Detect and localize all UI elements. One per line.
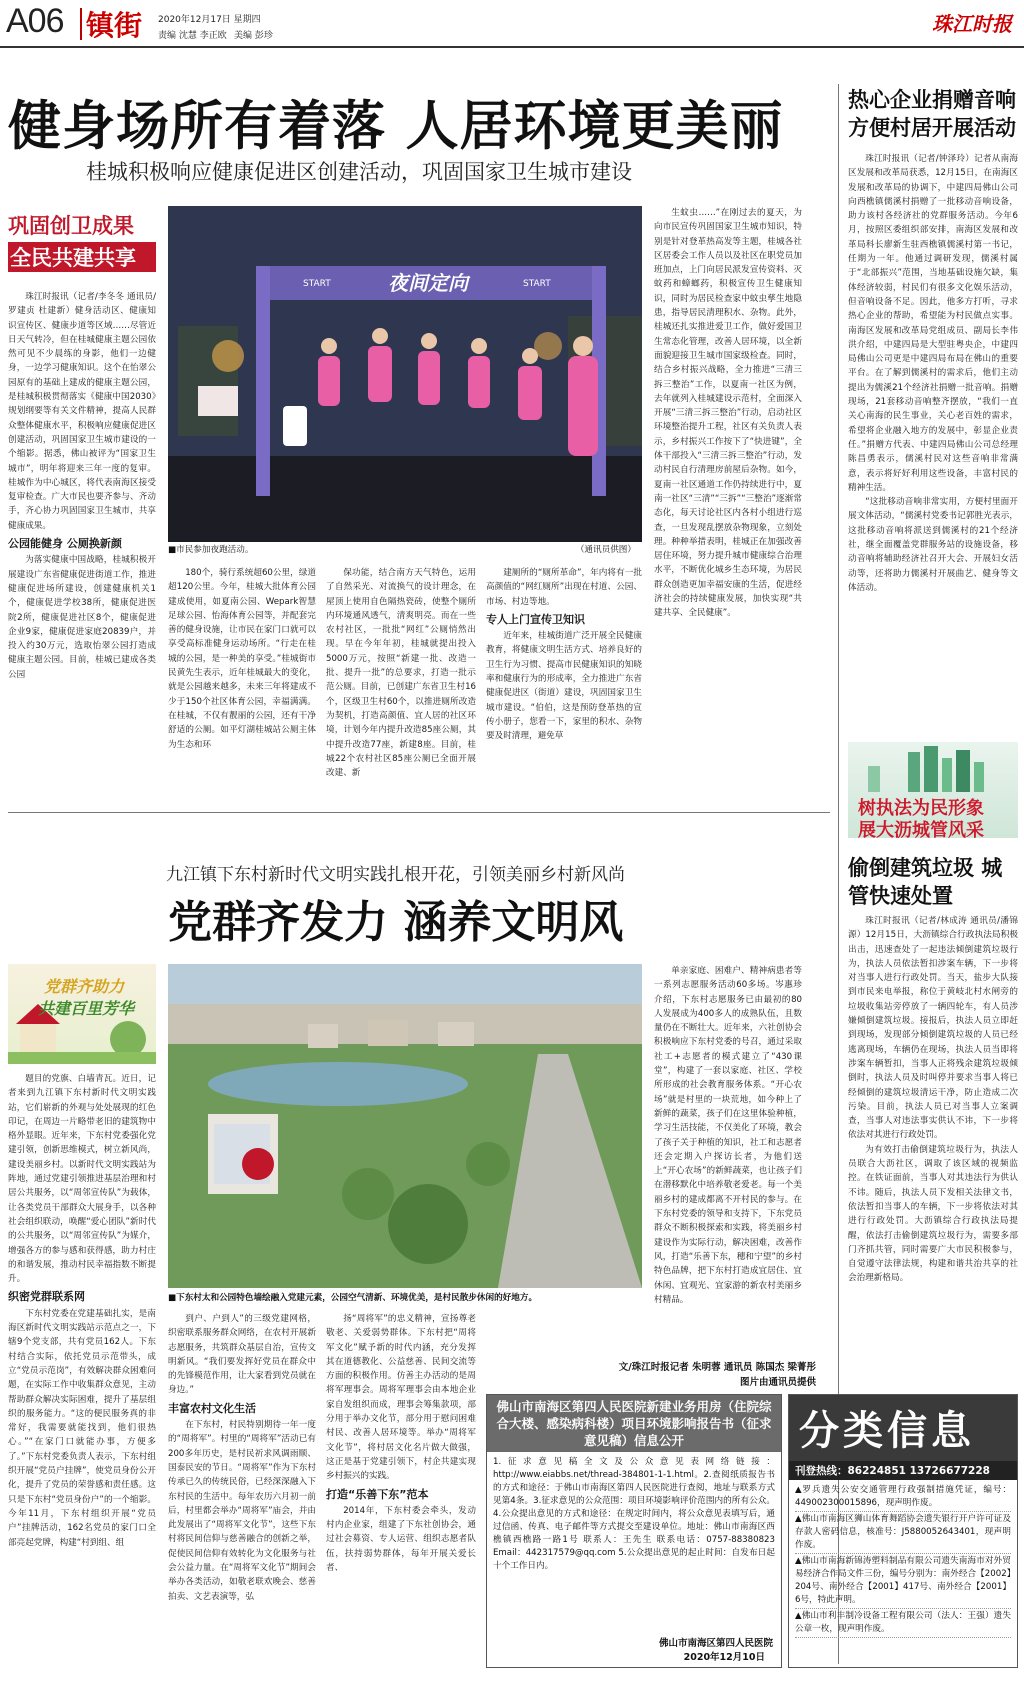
story1-side-tag	[8, 210, 156, 272]
story2-col4a	[654, 964, 802, 1342]
story2-col2-text: 到户、户到人”的三级党建网格，织密联系服务群众网络，在农村开展新志愿服务，共筑群众基层自治，宣传文明新风。“我们要发挥好党员在群众中的先锋模范作用，让大家看到党员就在身边。”	[168, 1314, 316, 1396]
story2-col2b-text: 在下东村，村民特别期待一年一度的“周将军”。村里的“周将军”活动已有200多年历史，是村民祈求风调雨顺、国泰民安的节日。“周将军”作为下东村传承已久的传统民俗，已经深深融入下东村民的生活中。每年农历六月初一前后，村里都会举办“周将军”庙会，并由此发展出了“周将军文化节”，这些下东村将民间信仰与慈善融合的创新之举，促使民间信仰有效转化为文化服务与社会公益力量。在“周将军文化节”期间会举办各类活动，如敬老联欢晚会、慈善拍卖、文艺表演等，弘	[168, 1420, 316, 1602]
story2-col3-subhead: 打造“乐善下东”范本	[326, 1487, 429, 1501]
story2-col3b-text: 2014年，下东村委会牵头，发动村内企业家，组建了下东社创协会，通过社会募资、专人运营、组织志愿者队伍，扶持弱势群体，每年开展关爱长者、	[326, 1505, 476, 1574]
story1-col4-text: 建厕所的“厕所革命”，年内将有一批高颜值的“网红厕所”出现在村道、公园、市场、村边等地。	[486, 568, 642, 607]
notice-date: 2020年12月10日	[683, 1652, 765, 1663]
story1-headline: 健身场所有着落 人居环境更美丽	[8, 96, 784, 157]
story1-col1-subhead: 公园能健身 公厕换新颜	[8, 537, 122, 551]
section-name: 镇街	[86, 9, 143, 42]
story2-col3	[326, 1312, 476, 1670]
story1-col4-subhead: 专人上门宣传卫知识	[486, 612, 585, 626]
public-notice	[486, 1394, 782, 1668]
story2-credits	[486, 1360, 816, 1390]
page-number: A06	[6, 2, 64, 40]
story2-col2-subhead: 丰富农村文化生活	[168, 1401, 256, 1415]
story1-col5-text: 生蚊虫……”在刚过去的夏天，为向市民宣传巩固国家卫生城市知识，特别是针对登革热高发等主题，桂城各社区居委会工作人员以及社区在职党员加班加点，上门向居民派发宣传资料、灭蚊药和蟑螂药，积极宣传卫生健康知识，同时为居民检查家中蚊虫孳生地隐患，指导居民清理积水、杂物。此外，桂城还扎实推进爱卫工作，做好爱国卫生常态化管理，改善人居环境，以全新面貌迎接卫生城市国家级检查。同时，结合乡村振兴战略，全力推进“三清三拆三整治”工作，以夏南一社区为例，去年就列入桂城建设示范村，全面深入开展“三清三拆三整治”行动，启动社区环境整治提升工程，社区有关负责人表示，乡村振兴工作按下了“快进键”，全体干部投入“三清三拆三整治”行动，发动村民自行清理房前屋后杂物。如今，夏南一社区通道工作仍持续进行中，夏南一社区“三清”“三拆”“三整治”逐渐常态化，每天讨论社区内各村小组进行巡查，一旦发现乱摆放杂物现象，立刻处理。种种举措表明，桂城正在加强改善居住环境，努力提升城市健康综合治理水平，不断优化城乡生态环境，为居民群众创造更加幸福安康的生活，促进经济社会的持续健康发展，加快实现“共建共享、全民健康”。	[654, 208, 802, 619]
story1-col3	[326, 566, 476, 804]
right-banner	[848, 742, 1018, 838]
right-story2-text2: 为有效打击偷倒建筑垃圾行为，执法人员联合大沥社区，调取了该区域的视频监控。在铁证面前，当事人对其违法行为供认不讳。随后，执法人员下发相关法律文书，依法暂扣当事人的车辆，下一步将依法对其进行行政处罚。大沥镇综合行政执法局提醒，依法打击偷倒建筑垃圾行为，需要多部门齐抓共管，同时需要广大市民积极参与，自觉遵守法律法规，构建和谐共治共享的社会治理新格局。	[848, 1144, 1018, 1284]
story2-photo	[168, 964, 642, 1288]
story2-col3-text: 扬“周将军”的忠义精神，宣扬尊老敬老、关爱弱势群体。下东村把“周将军文化”赋予新的时代内涵，充分发挥其在道德教化、公益慈善、民间交流等方面的积极作用。仿善主办活动的是周将军理事会。周将军理事会由本地企业家自发组织而成，理事会筹集款项，部分用于举办文化节，部分用于慰问困难村民、改善人居环境等。举办“周将军文化节”，将村居文化名片做大做强，这正是基于党建引领下，村企共建实现乡村振兴的实践。	[326, 1314, 476, 1482]
story2-col1	[8, 1072, 156, 1670]
story1-col1b-text: 为落实健康中国战略，桂城积极开展建设广东省健康促进街道工作，推进健康促进场所建设，创建健康机关1个，健康促进学校38所，健康促进医院2所，健康促进社区8个，健康促进企业9家，健康促进家庭20839户，并投入约30万元，选取怡翠公园打造成健康主题公园。目前，桂城已建成各类公园	[8, 555, 156, 680]
story1-photo-credit: （通讯员供图）	[575, 545, 636, 555]
story2-col1b-text: 下东村党委在党建基础扎实，是南海区新时代文明实践站示范点之一，下辖9个党支部，共有党员162人。下东村结合实际，依托党员示范带头，成立“党员示范岗”，有效解决群众困难问题，在实际工作中收集群众意见，主动帮助群众解决实际困难，提升了基层组织的服务能力。“这的便民服务真的非常好，我需要就能找到，他们很热心。”“在家门口就能办事，方便多了。”下东村党委负责人表示，下东村组织开展“党员户挂牌”，使党员身份公开化，提升了党员的荣誉感和责任感。这只是下东村“党员身份户”的一个缩影。今年11月，下东村组织开展“党员户”挂牌活动，162名党员的家门口全部亮起党牌，构建“村到组、组	[8, 1308, 156, 1548]
classified-header	[789, 1395, 1017, 1461]
side-tag-line2: 全民共建共享	[8, 242, 156, 272]
side-tag-line1: 巩固创卫成果	[8, 213, 134, 238]
story1-col5	[654, 206, 802, 804]
banner-line1: 树执法为民形象	[858, 798, 984, 819]
right-story2-text: 珠江时报讯（记者/林成涛 通讯员/潘锦源）12月15日，大沥镇综合行政执法局积极出击，迅速查处了一起违法倾倒建筑垃圾行为，执法人员依法暂扣涉案车辆，下一步将对当事人进行行政处罚。当天，盐步大队接到市民来电举报，称位于黄岐北村水闸旁的垃圾收集站旁停放了一辆四轮车，有人员涉嫌倾倒建筑垃圾。接报后，执法人员立即赶到现场，发现部分倾倒建筑垃圾的人员已经逃离现场，车辆仍在现场，执法人员当即将涉案车辆暂扣，当事人正将残余建筑垃圾倾倒时，执法人员及时叫停并要求当事人将已经倾倒的建筑垃圾清运干净，防止造成二次污染。目前，执法人员已对当事人立案调查，当事人对违法事实供认不讳，下一步将依法对其进行行政处罚。	[848, 916, 1018, 1141]
classified-item: ▲罗兵遗失公安交通管理行政强制措施凭证，编号：449002300015896，现声明作废。	[795, 1483, 1011, 1512]
story1-photo-caption	[168, 544, 642, 556]
classified-hotline: 刊登热线：86224851 13726677228	[789, 1461, 1017, 1480]
issue-date: 2020年12月17日 星期四	[158, 15, 261, 25]
masthead-rule	[0, 46, 1024, 48]
classified-item: ▲佛山市利丰制冷设备工程有限公司（法人：王强）遗失公章一枚，现声明作废。	[795, 1609, 1011, 1638]
story1-photo	[168, 206, 642, 542]
masthead	[0, 0, 1024, 48]
right-story1-text: 珠江时报讯（记者/钟泽玲）记者从南海区发展和改革局获悉，12月15日，在南海区发展和改革局的协调下，中建四局佛山公司向西樵镇儒溪村捐赠了一批移动音响设备，助力该村各经济社的党群服务活动。今年6月，按照区委组织部安排，南海区发展和改革局科长廖新生驻西樵镇儒溪村第一书记，任期为一年。他通过调研发现，儒溪村属于“北部振兴”范围，当地基础设施欠缺，集体经济较弱，村民们有很多文化娱乐活动，但音响设备不足。因此，他多方打听，寻求热心企业的帮助，希望能为村民做点实事。南海区发展和改革局党组成员、副局长李伟洪介绍，中建四局是大型驻粤央企，中建四局佛山公司更是中建四局布局在佛山的重要平台。在了解到儒溪村的需求后，他们主动提出为儒溪21个经济社捐赠一批音响。捐赠现场，21套移动音响整齐摆放，“我们一直关心南海的民生事业，关心老百姓的需求，希望将企业融入地方的发展中，彰显企业责任。”捐赠方代表、中建四局佛山公司总经理陈昌勇表示，儒溪村民对这些音响非常满意，表示将好好利用这些设备，丰富村民的精神生活。	[848, 154, 1018, 493]
right-story1-text2: “这批移动音响非常实用，方便村里面开展文体活动，“儒溪村党委书记郭胜光表示，这批移动音响将派送到儒溪村的21个经济社，继全面覆盖党群服务站的设施设备，移动音响将辅助经济社召开大会、开展妇女活动等，还将助力儒溪村开展曲艺、健身等文体活动。	[848, 497, 1018, 593]
story1-col1	[8, 290, 156, 800]
story1-col2	[168, 566, 316, 804]
story2-headline: 党群齐发力 涵养文明风	[168, 897, 624, 948]
story1-caption-text: ■市民参加夜跑活动。	[168, 545, 254, 555]
story2-col1-subhead: 织密党群联系网	[8, 1290, 85, 1304]
story2-tag-line1: 党群齐助力	[44, 977, 125, 996]
classified-item: ▲佛山市南海新锦涛塑料制品有限公司遗失南海市对外贸易经济合作局文件三份，编号分别为：南外经合【2002】204号、南外经合【2001】417号、南外经合【2001】6号，特此声明。	[795, 1554, 1011, 1609]
page-number-divider	[80, 8, 82, 40]
story2-side-tag	[8, 964, 156, 1064]
paper-name-logo: 珠江时报	[932, 12, 1012, 36]
story2-photo-caption: ■下东村太和公园特色墙绘融入党建元素，公园空气清新、环境优美，是村民散步休闲的好地方。	[168, 1293, 538, 1303]
story1-col1-text: 珠江时报讯（记者/李冬冬 通讯员/罗建贞 杜建新）健身活动区、健康知识宣传区、健康步道等区域……尽管近日天气转冷，但在桂城健康主题公园依然可见不少晨练的身影，他们一边健身，一边学习健康知识。这个在怡翠公园原有的基础上建成的健康主题公园，是桂城积极贯彻落实《健康中国2030》规划纲要等有关文件精神，提高人民群众整体健康水平，积极响应健康促进区创建活动，巩固国家卫生城市建设的一个缩影。据悉，佛山被评为“国家卫生城市”，明年将迎来三年一度的复审。桂城作为中心城区，将代表南海区接受复审检查。广大市民也要齐参与、齐动手，齐心协力巩固国家卫生城市，共享健康成果。	[8, 292, 156, 531]
story2-tag-line2: 共建百里芳华	[38, 999, 135, 1018]
story2-credit-photo: 图片由通讯员提供	[739, 1377, 816, 1388]
story1-subhead: 桂城积极响应健康促进区创建活动，巩固国家卫生城市建设	[86, 160, 632, 184]
village-aerial-illustration	[168, 964, 642, 1288]
story1-col4b-text: 近年来，桂城街道广泛开展全民健康教育，将健康文明生活方式、培养良好的卫生行为习惯、提高市民健康知识的知晓率和健康行为的形成率，全力推进广东省健康促进区（街道）建设，巩固国家卫生城市建设。“伯伯，这是预防登革热的宣传小册子，您看一下，家里的积水、杂物要及时清理，避免草	[486, 631, 642, 742]
editor-credit: 责编 沈慧 李正欧	[158, 31, 227, 41]
story2-col2	[168, 1312, 316, 1670]
story2-col1-text: 题目的党旗、白墙青瓦。近日，记者来到九江镇下东村新时代文明实践站，它们崭新的外观与处处展现的红色印记，在周边一片略带老旧的建筑物中格外显眼。近年来，下东村党委强化党建引领，创新思维模式，树立新风尚，建设美丽乡村。以新时代文明实践站为阵地，通过党建引领推进基层治理和村居公共服务，以“周邻宣传队”为载体，让各类党员干部群众大展身手，以各种社会组织联动，唤醒“爱心团队”新时代的公共服务，以“周邻宣传队”为媒介，增强各方的参与感和获得感，助力村庄的和谐发展，推动村民幸福指数不断提升。	[8, 1074, 156, 1285]
story2-col4-text: 单亲家庭、困难户、精神病患者等一系列志愿服务活动60多场。岑惠珍介绍，下东村志愿服务已由最初的80人发展成为400多人的成熟队伍，且数量仍在不断壮大。近年来，六社创协会积极响应下东村党委的号召，通过采取社工+志愿者的模式建立了“430课堂”，构建了一套以家庭、社区、学校所形成的社会教育服务体系。“开心农场”就是村里的一块荒地，如今种上了新鲜的蔬菜，孩子们在这里体验种植，学习生活技能，不仅美化了环境，教会了孩子关于种植的知识，社工和志愿者还会定期入户探访长者，为他们送上“开心农场”的新鲜蔬菜，也让孩子们在潜移默化中培养敬老爱老。每一个美丽乡村的建成都离不开村民的参与。在下东村党委的领导和支持下，下东党员群众不断积极探索和实践，将美丽乡村建设作为实际行动，解决困难，改善作风，打造“乐善下东，穗和宁望”的乡村特色品牌，把下东村打造成宜居住、宜休闲、宜观光、宜家游的新农村美丽乡村精品。	[654, 966, 802, 1305]
story1-col2-text: 180个，骑行系统超60公里，绿道超120公里。今年，桂城大批体育公园建成使用，如夏南公园、Wepark智慧足球公园、怡海体育公园等，并配套完善的健身设施，让市民在家门口就可以享受高标准健身运动场所。“行走在桂城的公园，是一种美的享受。”桂城街市民黄先生表示，近年桂城最大的变化，就是公园越来越多，未来三年将建成不少于150个社区体育公园，幸福满满。在桂城，不仅有靓丽的公园，还有干净舒适的公厕。如平灯湖桂城站公厕主体为生态和环	[168, 568, 316, 750]
story1-col3-text: 保功能，结合南方天气特色，运用了自然采光、对流换气的设计理念，在屋顶上使用自色隔热瓷砖，使整个厕所内环境通风透气，清爽明亮。而在一些农村社区，一批批“网红”公厕悄然出现。早在今年年初，桂城就提出投入5000万元，按照“新建一批、改造一批、提升一批”的总要求，打造一批示范公厕。目前，已创建广东省卫生村16个，区级卫生村60个，以推进厕所改造为契机，打造高颜值、宜人居的社区环境，计划今年内提升改造85座公厕，其中提升改造77座，新建8座。目前，桂城22个农村社区85座公厕已全面开展改建、新	[326, 568, 476, 779]
story2-kicker: 九江镇下东村新时代文明实践扎根开花，引领美丽乡村新风尚	[166, 865, 625, 885]
city-skyline-icon	[848, 742, 1018, 792]
story1-col4	[486, 566, 642, 804]
classified-item: ▲佛山市南海区狮山体育舞蹈协会遗失银行开户许可证及存款人密码信息，核准号：J5880052643401，现声明作废。	[795, 1512, 1011, 1554]
story2-credit-writer: 文/珠江时报记者 朱明蓉 通讯员 陈国杰 梁菁彤	[618, 1362, 816, 1373]
classified-list	[789, 1480, 1017, 1641]
story-divider	[8, 812, 830, 813]
photo-start-right: START	[523, 279, 551, 289]
photo-banner-text: 夜间定向	[388, 271, 468, 295]
right-story1-headline: 热心企业捐赠音响 方便村居开展活动	[848, 87, 1016, 140]
photo-start-left: START	[303, 279, 331, 289]
classified-ads	[788, 1394, 1018, 1668]
notice-body: 1.征求意见稿全文及公众意见表网络链接：http://www.eiabbs.net/thread-384801-1-1.html。2.查阅纸质报告书的方式和途径：于佛山市南海区第四人民医院进行查阅，地址与联系方式见第4条。3.征求意见的公众范围：项目环境影响评价范围内的所有公众。4.公众提出意见的方式和途径：在规定时间内，将公众意见表填写后，通过信函、传真、电子邮件等方式提交至建设单位。地址：佛山市南海区西樵镇西樵路一路1号 联系人：王先生 联系电话：0757-88380823 Email：442317579@qq.com 5.公众提出意见的起止时间：自发布日起十个工作日内。	[493, 1457, 775, 1571]
right-story2-headline: 偷倒建筑垃圾 城管快速处置	[848, 855, 1003, 908]
night-run-illustration	[168, 206, 642, 542]
right-story1-body	[848, 152, 1018, 720]
notice-title: 佛山市南海区第四人民医院新建业务用房（住院综合大楼、感染病科楼）项目环境影响报告书（征求意见稿）信息公开	[487, 1395, 781, 1452]
classified-title: 分类信息	[799, 1408, 975, 1454]
banner-line2: 展大沥城管风采	[858, 820, 984, 838]
design-credit: 美编 彭珍	[234, 31, 273, 41]
notice-signer: 佛山市南海区第四人民医院	[658, 1638, 773, 1649]
